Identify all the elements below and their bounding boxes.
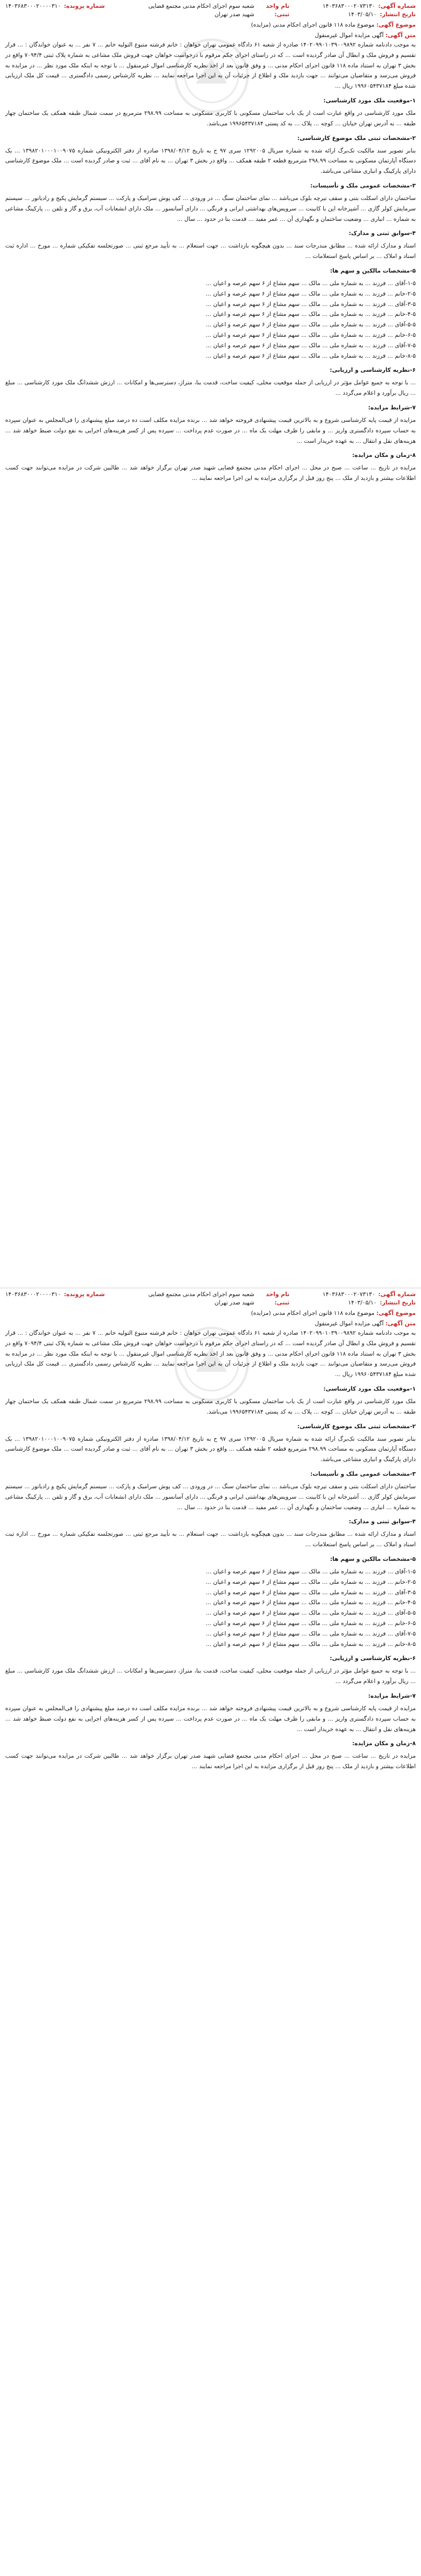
ad-number-value: ۱۴۰۳۶۸۳۰۰۰۲۰۷۳۱۳۰ [322, 1291, 376, 1298]
owner-item: ۳-۵-آقای ... فرزند ... به شماره ملی ... مالک ... سهم مشاع از ۶ سهم عرصه و اعیان ... [206, 300, 416, 308]
owner-item: ۷-۵-آقای ... فرزند ... به شماره ملی ... مالک ... سهم مشاع از ۶ سهم عرصه و اعیان ... [206, 1630, 416, 1637]
publish-date-label: تاریخ انتشار: [380, 1299, 416, 1306]
owner-item: ۵-۵-آقای ... فرزند ... به شماره ملی ... مالک ... سهم مشاع از ۶ سهم عرصه و اعیان ... [206, 321, 416, 328]
subject-line [5, 1309, 416, 1318]
owner-item: ۶-۵-خانم ... فرزند ... به شماره ملی ... مالک ... سهم مشاع از ۶ سهم عرصه و اعیان ... [206, 1619, 416, 1627]
subject-value: موضوع ماده ۱۱۸ قانون اجرای احکام مدنی (مزایده) [251, 1310, 375, 1316]
ad-number-label: شماره آگهی: [378, 3, 416, 9]
publish-date-label: تاریخ انتشار: [380, 11, 416, 18]
ad-title: آگهی مزایده اموال غیرمنقول [314, 32, 384, 39]
body-line [5, 31, 416, 40]
section-title-documents: ۴-سوابق ثبتی و مدارک: [348, 230, 416, 237]
section-title-time-place: ۸-زمان و مکان مزایده: [352, 452, 416, 459]
tracking-label: شماره پرونده: [64, 1291, 105, 1298]
unit-label: نام واحد ثبتی: [266, 3, 290, 18]
section-body-registry: بنابر تصویر سند مالکیت تک‌برگ ارائه شده به شماره سریال ۱۲۹۲۰۰۵ سری ۹۷ ح به تاریخ ۱۳۹۸/۰۴/۱۲ صادره از دفتر الکترونیکی شماره ۱۳۹۸۲۰۱۰۰۰۱۰۰۹۰۷۵ ... یک دستگاه آپارتمان مسکونی به مساحت ۲۹۸.۹۹ مترمربع قطعه ۲ طبقه همکف ... واقع در بخش ۳ تهران ... به نام آقای ... ثبت و صادر گردیده است ... ملک موضوع کارشناسی دارای پارکینگ و انباری مشاعی می‌باشد. [5, 1435, 416, 1463]
section-title-location: ۱-موقعیت ملک مورد کارشناسی: [323, 97, 416, 104]
section-body-conditions: مزایده از قیمت پایه کارشناسی شروع و به بالاترین قیمت پیشنهادی فروخته خواهد شد ... برنده مزایده مکلف است ده درصد مبلغ پیشنهادی را فی‌المجلس به عنوان سپرده به حساب سپرده دادگستری واریز ... و مابقی را ظرف مهلت یک ماه ... در صورت عدم پرداخت ... سپرده پس از کسر هزینه‌های اجرایی به نفع دولت ضبط خواهد شد ... هزینه‌های نقل و انتقال ... به عهده خریدار است ... [5, 1704, 416, 1733]
section-body-features: ساختمان دارای اسکلت بتنی و سقف تیرچه بلوک می‌باشد ... نمای ساختمان سنگ ... در ورودی ... کف پوش سرامیک و پارکت ... سیستم گرمایش پکیج و رادیاتور ... سیستم سرمایش کولر گازی ... آشپزخانه اپن با کابینت ... سرویس‌های بهداشتی ایرانی و فرنگی ... دارای آسانسور ... ملک دارای انشعابات آب، برق و گاز و تلفن ... پارکینگ مشاعی به شماره ... انباری ... وضعیت ساختمان و نگهداری آن ... عمر مفید ... قدمت بنا در حدود ... سال ... [5, 1483, 416, 1511]
body-label: متن آگهی: [385, 32, 416, 39]
owner-item: ۷-۵-آقای ... فرزند ... به شماره ملی ... مالک ... سهم مشاع از ۶ سهم عرصه و اعیان ... [206, 342, 416, 349]
section-body-valuation: ... با توجه به جمیع عوامل مؤثر در ارزیابی از جمله موقعیت محلی، کیفیت ساخت، قدمت بنا، متراژ، دسترسی‌ها و امکانات ... ارزش ششدانگ ملک مورد کارشناسی ... مبلغ ... ریال برآورد و اعلام می‌گردد ... [5, 379, 416, 397]
section-title-valuation: ۶-نظریه کارشناسی و ارزیابی: [330, 1655, 416, 1662]
owner-item: ۴-۵-خانم ... فرزند ... به شماره ملی ... مالک ... سهم مشاع از ۶ سهم عرصه و اعیان ... [206, 1599, 416, 1606]
owner-item: ۵-۵-آقای ... فرزند ... به شماره ملی ... مالک ... سهم مشاع از ۶ سهم عرصه و اعیان ... [206, 1609, 416, 1617]
intro-paragraph: به موجب دادنامه شماره ۱۴۰۲۰۹۹۰۱۰۳۹۰۰۹۸۹۲ صادره از شعبه ۶۱ دادگاه عمومی تهران خواهان : خانم فرشته متبوع التولیه خانم ... ۷ نفر ... به عنوان خواندگان : ... قرار تقسیم و فروش ملک و ابطال آن صادر گردیده است ... که در راستای اجرای حکم مرقوم با درخواست خواهان جهت فروش ملک مشاعی به شماره پلاک ثبتی ۷۰۹۴/۴ واقع در بخش ۳ تهران به استناد ماده ۱۱۸ قانون اجرای احکام مدنی ... و وفق قانون بعد از اخذ نظریه کارشناسی اموال غیرمنقول ... با توجه به اینکه ملک مورد نظر ... در مزایده به فروش می‌رسد و متقاضیان می‌توانند ... جهت بازدید ملک و اطلاع از جزئیات آن به این اجرا مراجعه نمایند ... نظریه کارشناس رسمی دادگستری ... قیمت کل ملک ارزیابی شده مبلغ ۱۹۹۶۰۵۴۳۷۱۸۴ ریال ... [5, 1330, 416, 1378]
section-body-conditions: مزایده از قیمت پایه کارشناسی شروع و به بالاترین قیمت پیشنهادی فروخته خواهد شد ... برنده مزایده مکلف است ده درصد مبلغ پیشنهادی را فی‌المجلس به عنوان سپرده به حساب سپرده دادگستری واریز ... و مابقی را ظرف مهلت یک ماه ... در صورت عدم پرداخت ... سپرده پس از کسر هزینه‌های اجرایی به نفع دولت ضبط خواهد شد ... هزینه‌های نقل و انتقال ... به عهده خریدار است ... [5, 416, 416, 444]
owner-item: ۳-۵-آقای ... فرزند ... به شماره ملی ... مالک ... سهم مشاع از ۶ سهم عرصه و اعیان ... [206, 1589, 416, 1596]
section-title-owners: ۵-مشخصات مالکین و سهم ها: [330, 1555, 416, 1562]
owner-item: ۶-۵-خانم ... فرزند ... به شماره ملی ... مالک ... سهم مشاع از ۶ سهم عرصه و اعیان ... [206, 331, 416, 338]
section-title-features: ۳-مشخصات عمومی ملک و تأسیسات: [310, 1470, 416, 1477]
body-line [5, 1320, 416, 1328]
subject-value: موضوع ماده ۱۱۸ قانون اجرای احکام مدنی (مزایده) [251, 21, 375, 28]
section-body-documents: اسناد و مدارک ارائه شده ... مطابق مندرجات سند ... بدون هیچگونه بازداشت ... جهت استعلام ... به تأیید مرجع ثبتی ... صورتجلسه تفکیکی شماره ... مورخ ... اداره ثبت اسناد و املاک ... بر اساس پاسخ استعلامات ... [5, 242, 416, 260]
subject-label: موضوع آگهی: [376, 1310, 416, 1316]
owner-item: ۲-۵-خانم ... فرزند ... به شماره ملی ... مالک ... سهم مشاع از ۶ سهم عرصه و اعیان ... [206, 290, 416, 297]
meta-center [138, 2, 289, 19]
section-body-location: ملک مورد کارشناسی در واقع عبارت است از یک باب ساختمان مسکونی با کاربری مسکونی به مساحت ۲۹۸.۹۹ مترمربع در سمت شمال طبقه همکف یک ساختمان چهار طبقه ... به آدرس تهران خیابان ... کوچه ... پلاک ... به کد پستی ۱۹۹۶۵۴۳۷۱۸۴ می‌باشد. [5, 1397, 416, 1415]
section-title-features: ۳-مشخصات عمومی ملک و تأسیسات: [310, 182, 416, 189]
section-title-registry: ۲-مشخصات ثبتی ملک موضوع کارشناسی: [297, 134, 416, 142]
owner-item: ۱-۵-آقای ... فرزند ... به شماره ملی ... مالک ... سهم مشاع از ۶ سهم عرصه و اعیان ... [206, 279, 416, 287]
unit-value: شعبه سوم اجرای احکام مدنی مجتمع قضایی شهید صدر تهران [148, 3, 254, 18]
ad-meta-bar [5, 0, 416, 19]
section-title-documents: ۴-سوابق ثبتی و مدارک: [348, 1518, 416, 1525]
tracking-label: شماره پرونده: [64, 3, 105, 9]
owner-item: ۸-۵-خانم ... فرزند ... به شماره ملی ... مالک ... سهم مشاع از ۶ سهم عرصه و اعیان ... [206, 1640, 416, 1648]
section-body-registry: بنابر تصویر سند مالکیت تک‌برگ ارائه شده به شماره سریال ۱۲۹۲۰۰۵ سری ۹۷ ح به تاریخ ۱۳۹۸/۰۴/۱۲ صادره از دفتر الکترونیکی شماره ۱۳۹۸۲۰۱۰۰۰۱۰۰۹۰۷۵ ... یک دستگاه آپارتمان مسکونی به مساحت ۲۹۸.۹۹ مترمربع قطعه ۲ طبقه همکف ... واقع در بخش ۳ تهران ... به نام آقای ... ثبت و صادر گردیده است ... ملک موضوع کارشناسی دارای پارکینگ و انباری مشاعی می‌باشد. [5, 147, 416, 175]
intro-paragraph: به موجب دادنامه شماره ۱۴۰۲۰۹۹۰۱۰۳۹۰۰۹۸۹۲ صادره از شعبه ۶۱ دادگاه عمومی تهران خواهان : خانم فرشته متبوع التولیه خانم ... ۷ نفر ... به عنوان خواندگان : ... قرار تقسیم و فروش ملک و ابطال آن صادر گردیده است ... که در راستای اجرای حکم مرقوم با درخواست خواهان جهت فروش ملک مشاعی به شماره پلاک ثبتی ۷۰۹۴/۴ واقع در بخش ۳ تهران به استناد ماده ۱۱۸ قانون اجرای احکام مدنی ... و وفق قانون بعد از اخذ نظریه کارشناسی اموال غیرمنقول ... با توجه به اینکه ملک مورد نظر ... در مزایده به فروش می‌رسد و متقاضیان می‌توانند ... جهت بازدید ملک و اطلاع از جزئیات آن به این اجرا مراجعه نمایند ... نظریه کارشناس رسمی دادگستری ... قیمت کل ملک ارزیابی شده مبلغ ۱۹۹۶۰۵۴۳۷۱۸۴ ریال ... [5, 41, 416, 90]
section-title-registry: ۲-مشخصات ثبتی ملک موضوع کارشناسی: [297, 1422, 416, 1430]
section-body-time-place: مزایده در تاریخ ... ساعت ... صبح در محل ... اجرای احکام مدنی مجتمع قضایی شهید صدر تهران برگزار خواهد شد ... طالبین شرکت در مزایده می‌توانند جهت کسب اطلاعات بیشتر و بازدید از ملک ... پنج روز قبل از برگزاری مزایده به این اجرا مراجعه نمایند ... [5, 1752, 416, 1770]
ad-page-repeat [0, 1288, 421, 2575]
section-body-valuation: ... با توجه به جمیع عوامل مؤثر در ارزیابی از جمله موقعیت محلی، کیفیت ساخت، قدمت بنا، متراژ، دسترسی‌ها و امکانات ... ارزش ششدانگ ملک مورد کارشناسی ... مبلغ ... ریال برآورد و اعلام می‌گردد ... [5, 1667, 416, 1685]
cut-off-fade [0, 2557, 421, 2575]
meta-center [138, 1290, 289, 1307]
section-title-conditions: ۷-شرایط مزایده: [368, 404, 416, 411]
subject-line [5, 21, 416, 29]
meta-left [5, 1290, 105, 1299]
unit-value: شعبه سوم اجرای احکام مدنی مجتمع قضایی شهید صدر تهران [148, 1291, 254, 1306]
meta-right [323, 2, 416, 19]
publish-date-value: ۱۴۰۳/۰۵/۱۰ [348, 11, 377, 18]
section-body-features: ساختمان دارای اسکلت بتنی و سقف تیرچه بلوک می‌باشد ... نمای ساختمان سنگ ... در ورودی ... کف پوش سرامیک و پارکت ... سیستم گرمایش پکیج و رادیاتور ... سیستم سرمایش کولر گازی ... آشپزخانه اپن با کابینت ... سرویس‌های بهداشتی ایرانی و فرنگی ... دارای آسانسور ... ملک دارای انشعابات آب، برق و گاز و تلفن ... پارکینگ مشاعی به شماره ... انباری ... وضعیت ساختمان و نگهداری آن ... عمر مفید ... قدمت بنا در حدود ... سال ... [5, 194, 416, 222]
meta-left [5, 2, 105, 10]
ad-title: آگهی مزایده اموال غیرمنقول [314, 1320, 384, 1327]
owner-item: ۸-۵-خانم ... فرزند ... به شماره ملی ... مالک ... سهم مشاع از ۶ سهم عرصه و اعیان ... [206, 352, 416, 359]
section-title-location: ۱-موقعیت ملک مورد کارشناسی: [323, 1385, 416, 1392]
section-title-time-place: ۸-زمان و مکان مزایده: [352, 1740, 416, 1747]
section-body-location: ملک مورد کارشناسی در واقع عبارت است از یک باب ساختمان مسکونی با کاربری مسکونی به مساحت ۲۹۸.۹۹ مترمربع در سمت شمال طبقه همکف یک ساختمان چهار طبقه ... به آدرس تهران خیابان ... کوچه ... پلاک ... به کد پستی ۱۹۹۶۵۴۳۷۱۸۴ می‌باشد. [5, 109, 416, 127]
ad-number-value: ۱۴۰۳۶۸۳۰۰۰۲۰۷۳۱۳۰ [322, 3, 376, 9]
section-body-documents: اسناد و مدارک ارائه شده ... مطابق مندرجات سند ... بدون هیچگونه بازداشت ... جهت استعلام ... به تأیید مرجع ثبتی ... صورتجلسه تفکیکی شماره ... مورخ ... اداره ثبت اسناد و املاک ... بر اساس پاسخ استعلامات ... [5, 1531, 416, 1548]
owner-item: ۴-۵-خانم ... فرزند ... به شماره ملی ... مالک ... سهم مشاع از ۶ سهم عرصه و اعیان ... [206, 311, 416, 318]
publish-date-value: ۱۴۰۳/۰۵/۱۰ [348, 1299, 377, 1306]
body-label: متن آگهی: [385, 1320, 416, 1327]
tracking-value: ۱۴۰۳۶۸۳۰۰۰۲۰۰۰۰۳۱۰ [5, 1291, 61, 1298]
section-body-time-place: مزایده در تاریخ ... ساعت ... صبح در محل ... اجرای احکام مدنی مجتمع قضایی شهید صدر تهران برگزار خواهد شد ... طالبین شرکت در مزایده می‌توانند جهت کسب اطلاعات بیشتر و بازدید از ملک ... پنج روز قبل از برگزاری مزایده به این اجرا مراجعه نمایند ... [5, 464, 416, 482]
meta-right [323, 1290, 416, 1307]
tracking-value: ۱۴۰۳۶۸۳۰۰۰۲۰۰۰۰۳۱۰ [5, 3, 61, 9]
unit-label: نام واحد ثبتی: [266, 1291, 290, 1306]
ad-number-label: شماره آگهی: [378, 1291, 416, 1298]
owner-item: ۱-۵-آقای ... فرزند ... به شماره ملی ... مالک ... سهم مشاع از ۶ سهم عرصه و اعیان ... [206, 1568, 416, 1575]
section-title-conditions: ۷-شرایط مزایده: [368, 1692, 416, 1699]
section-title-valuation: ۶-نظریه کارشناسی و ارزیابی: [330, 367, 416, 374]
section-title-owners: ۵-مشخصات مالکین و سهم ها: [330, 267, 416, 274]
ad-meta-bar [5, 1288, 416, 1307]
owner-item: ۲-۵-خانم ... فرزند ... به شماره ملی ... مالک ... سهم مشاع از ۶ سهم عرصه و اعیان ... [206, 1578, 416, 1585]
subject-label: موضوع آگهی: [376, 21, 416, 28]
